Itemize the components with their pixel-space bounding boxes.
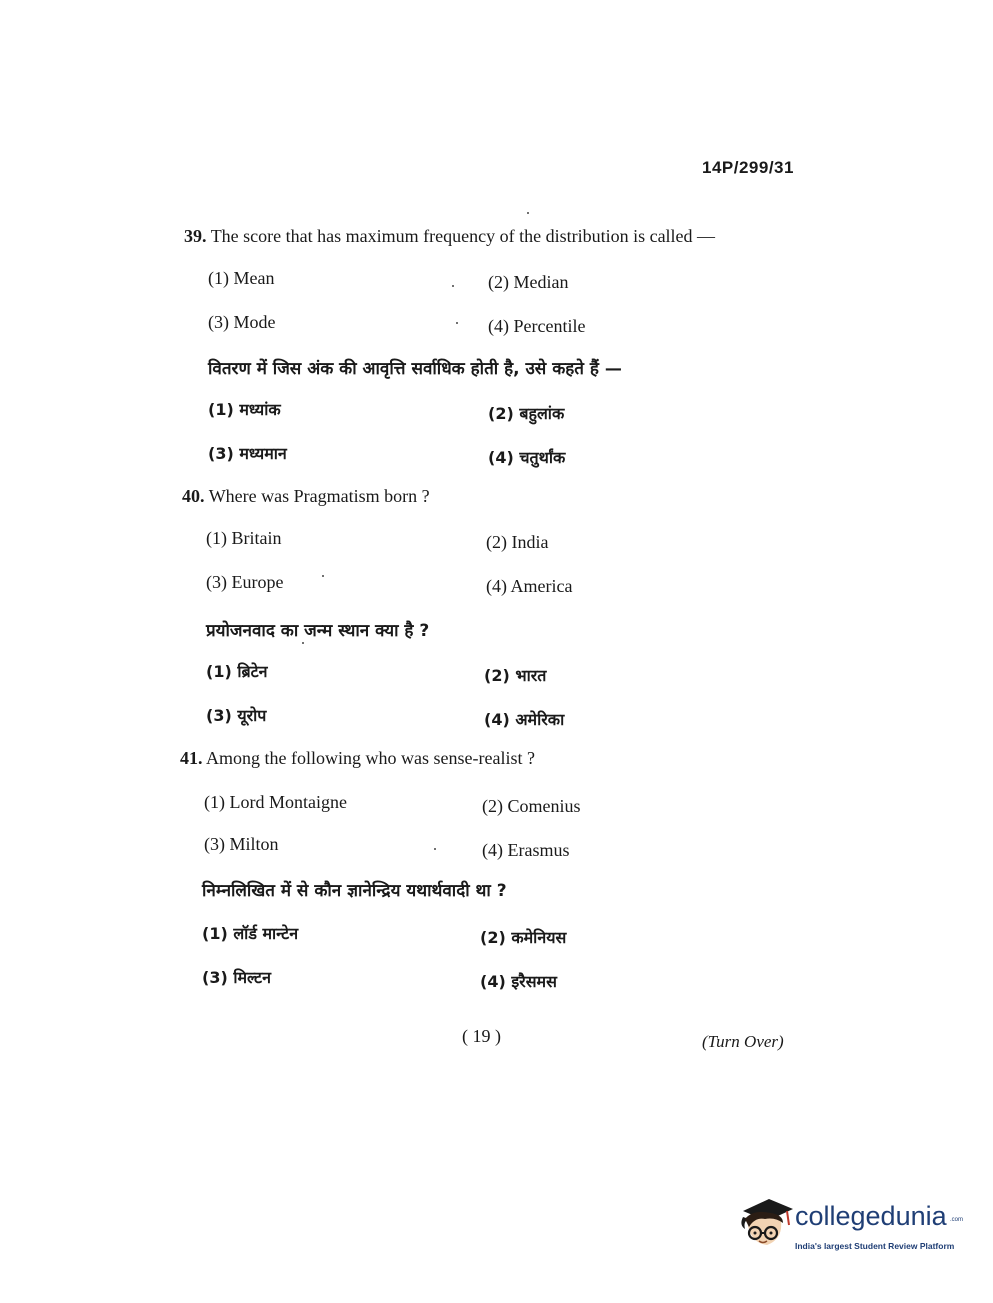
option-1: (1) Lord Montaigne [204,792,347,812]
option-2: (2) Comenius [482,796,581,816]
hindi-option-3: (3) मिल्टन [202,968,271,987]
option-4: (4) America [486,576,573,596]
option-3: (3) Milton [204,834,279,854]
question-40 [182,486,430,507]
scan-speck [527,212,529,214]
graduate-mascot-icon [735,1195,795,1265]
page-number: ( 19 ) [462,1026,501,1046]
scan-speck [322,575,324,577]
brand-domain: .com [950,1217,964,1223]
hindi-option-3: (3) यूरोप [206,706,267,725]
option-3: (3) Europe [206,572,284,592]
scan-speck [456,322,458,324]
option-2: (2) Median [488,272,569,292]
hindi-option-3: (3) मध्यमान [208,444,287,463]
brand-tagline: India's largest Student Review Platform [795,1241,955,1251]
option-4: (4) Percentile [488,316,586,336]
question-number: 39. [184,226,207,246]
hindi-question-text: वितरण में जिस अंक की आवृत्ति सर्वाधिक होती है, उसे कहते हैं — [208,359,622,379]
question-number: 41. [180,748,203,768]
question-39 [184,226,715,247]
option-3: (3) Mode [208,312,276,332]
question-text: Where was Pragmatism born ? [208,486,430,506]
question-text: Among the following who was sense-realist ? [206,748,535,768]
option-2: (2) India [486,532,549,552]
option-1: (1) Britain [206,528,282,548]
paper-code: 14P/299/31 [702,158,794,177]
hindi-option-1: (1) ब्रिटेन [206,662,268,681]
option-4: (4) Erasmus [482,840,570,860]
question-number: 40. [182,486,205,506]
hindi-option-4: (4) अमेरिका [484,710,565,729]
turn-over-note: (Turn Over) [702,1032,784,1051]
scan-speck [452,285,454,287]
hindi-question-text: निम्नलिखित में से कौन ज्ञानेन्द्रिय यथार्थवादी था ? [202,881,507,901]
brand-name: collegedunia [795,1201,947,1231]
question-41 [180,748,535,769]
hindi-question-text: प्रयोजनवाद का जन्म स्थान क्या है ? [206,621,430,641]
collegedunia-watermark [735,1195,965,1265]
hindi-option-2: (2) कमेनियस [480,928,567,947]
hindi-option-4: (4) इरैसमस [480,972,557,991]
hindi-option-4: (4) चतुर्थांक [488,448,566,467]
scan-speck [434,848,436,850]
hindi-option-2: (2) भारत [484,666,547,685]
question-text: The score that has maximum frequency of the distribution is called — [210,226,716,246]
hindi-option-1: (1) लॉर्ड मान्टेन [202,924,299,943]
hindi-option-1: (1) मध्यांक [208,400,281,419]
scan-speck [302,642,304,644]
option-1: (1) Mean [208,268,275,288]
hindi-option-2: (2) बहुलांक [488,404,565,423]
